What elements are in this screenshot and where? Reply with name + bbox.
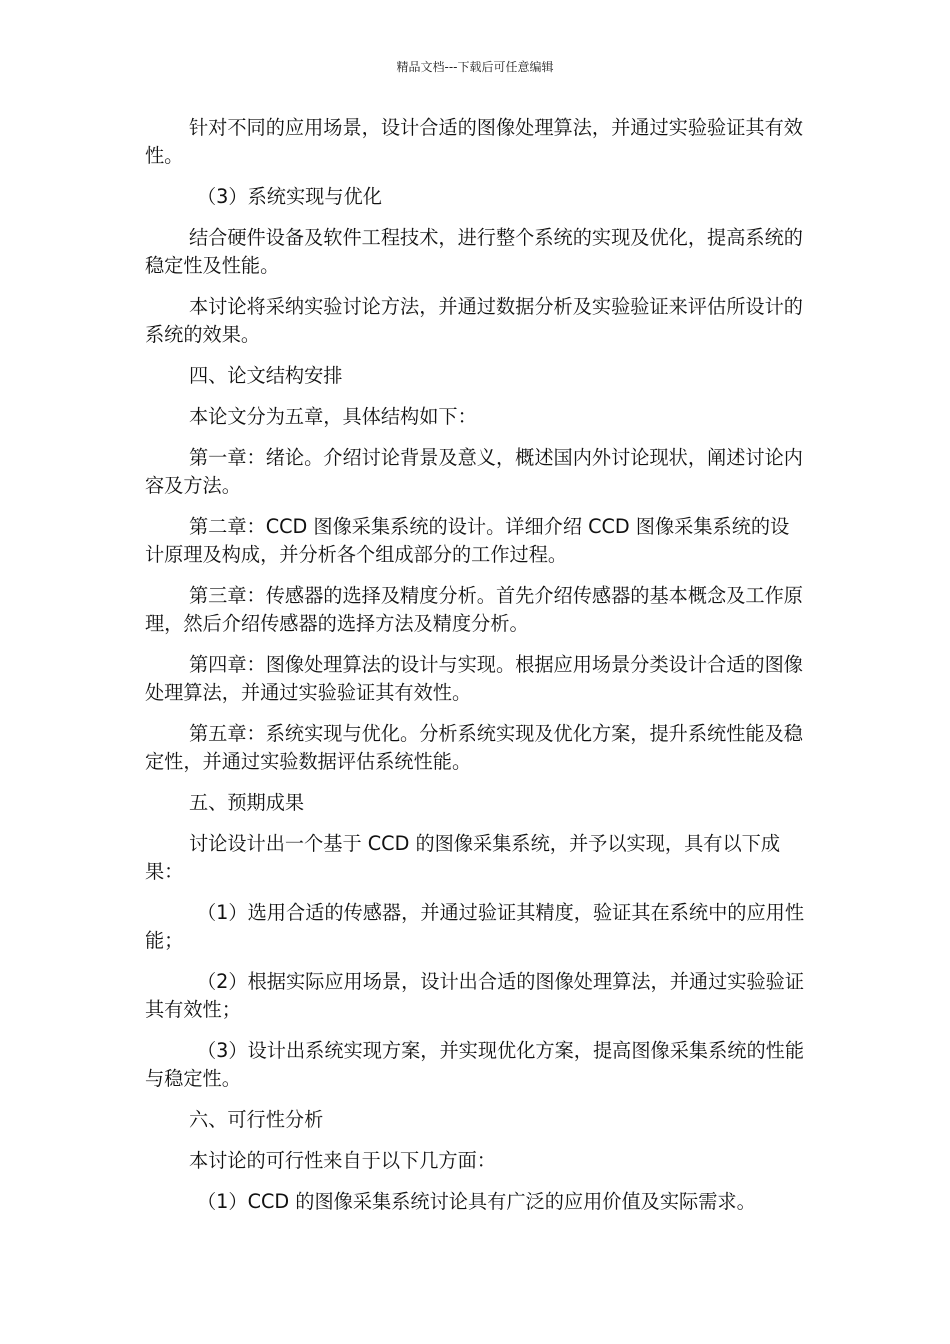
paragraph: 针对不同的应用场景，设计合适的图像处理算法，并通过实验验证其有效性。 xyxy=(145,116,803,167)
paragraph: 第四章：图像处理算法的设计与实现。根据应用场景分类设计合适的图像处理算法，并通过实验验证其有效性。 xyxy=(145,653,803,704)
section-heading: 六、可行性分析 xyxy=(189,1108,324,1131)
page-header: 精品文档---下载后可任意编辑 xyxy=(396,60,554,74)
list-item: （1）CCD 的图像采集系统讨论具有广泛的应用价值及实际需求。 xyxy=(197,1190,756,1213)
paragraph: 第五章：系统实现与优化。分析系统实现及优化方案，提升系统性能及稳定性，并通过实验数据评估系统性能。 xyxy=(145,722,803,773)
list-item: （2）根据实际应用场景，设计出合适的图像处理算法，并通过实验验证其有效性； xyxy=(145,970,805,1021)
document-body xyxy=(145,114,805,1229)
paragraph: 本讨论的可行性来自于以下几方面： xyxy=(189,1149,496,1172)
paragraph: 第二章：CCD 图像采集系统的设计。详细介绍 CCD 图像采集系统的设计原理及构成，并分析各个组成部分的工作过程。 xyxy=(145,515,790,566)
paragraph: 第一章：绪论。介绍讨论背景及意义，概述国内外讨论现状，阐述讨论内容及方法。 xyxy=(145,446,803,497)
paragraph: 本论文分为五章，具体结构如下： xyxy=(189,405,477,428)
paragraph: 第三章：传感器的选择及精度分析。首先介绍传感器的基本概念及工作原理，然后介绍传感器的选择方法及精度分析。 xyxy=(145,584,803,635)
list-item: （3）设计出系统实现方案，并实现优化方案，提高图像采集系统的性能与稳定性。 xyxy=(145,1039,805,1090)
paragraph: 本讨论将采纳实验讨论方法，并通过数据分析及实验验证来评估所设计的系统的效果。 xyxy=(145,295,803,346)
paragraph: 结合硬件设备及软件工程技术，进行整个系统的实现及优化，提高系统的稳定性及性能。 xyxy=(145,226,803,277)
subsection-heading: （3）系统实现与优化 xyxy=(197,185,382,208)
section-heading: 五、预期成果 xyxy=(189,791,305,814)
list-item: （1）选用合适的传感器，并通过验证其精度，验证其在系统中的应用性能； xyxy=(145,901,805,952)
section-heading: 四、论文结构安排 xyxy=(189,364,343,387)
paragraph: 讨论设计出一个基于 CCD 的图像采集系统，并予以实现，具有以下成果： xyxy=(145,832,781,883)
